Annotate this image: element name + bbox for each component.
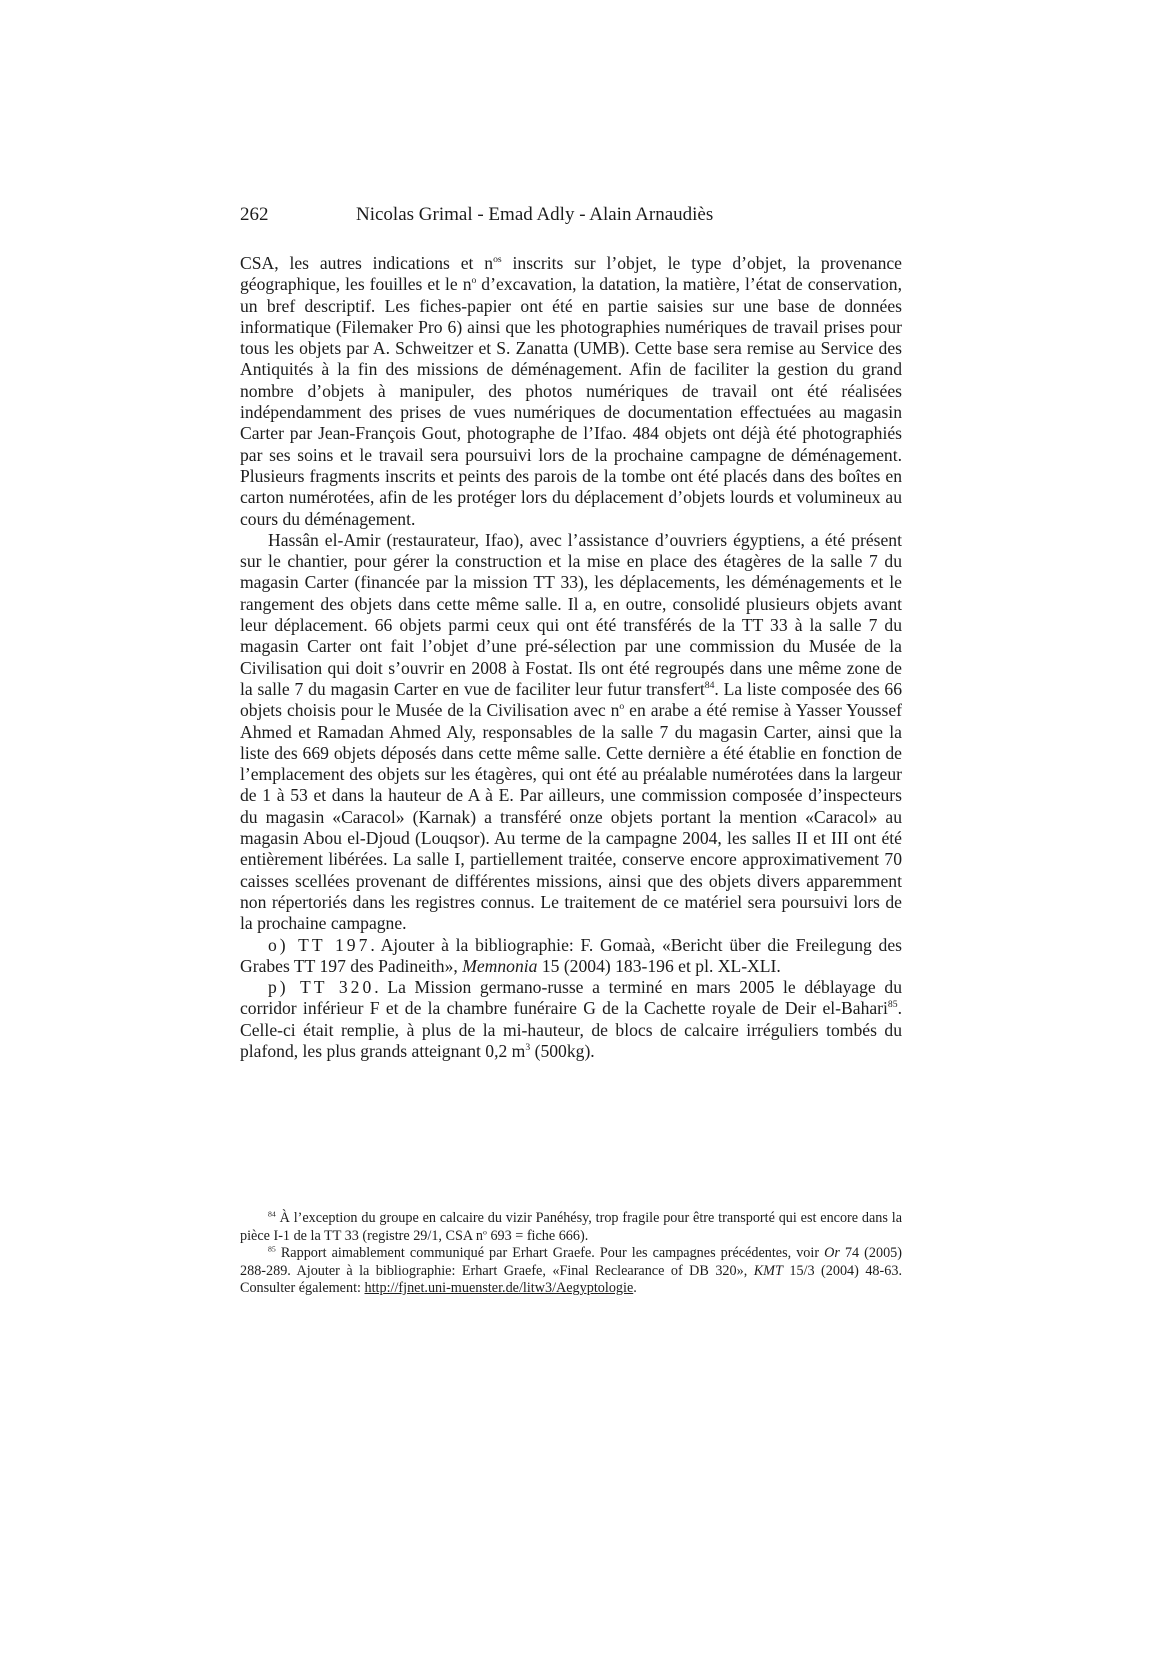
paragraph — [240, 253, 902, 530]
reference-link[interactable]: http://fjnet.uni-muenster.de/litw3/Aegyptologie — [364, 1280, 634, 1297]
text-run: 15 (2004) 183-196 et pl. XL-XLI. — [537, 955, 781, 976]
footnote-84 — [240, 1210, 902, 1245]
text-run: 693 = fiche 666). — [486, 1227, 589, 1244]
section-label: o) TT 197 — [268, 934, 371, 955]
paragraph — [240, 530, 902, 935]
text-run: À l’exception du groupe en calcaire du vizir Panéhésy, trop fragile pour être transporté qui est encore dans la pièce I-1 de la TT 33 (registre 29/1, CSA n — [240, 1210, 902, 1244]
text-run: . — [633, 1280, 637, 1297]
text-run: inscrits sur l’objet, le type d’objet, la provenance géographique, les fouilles et le n — [240, 253, 902, 295]
text-run: en arabe a été remise à Yasser Youssef Ahmed et Ramadan Ahmed Aly, responsables de la salle 7 du magasin Carter, ainsi que la liste des 669 objets déposés dans cette même salle. Cette dernière a été établie en fonction de l’emplacement des objets sur les étagères, qui ont été au préalable numérotées dans la largeur de 1 à 53 et dans la hauteur de A à E. Par ailleurs, une commission composée d’inspecteurs du magasin «Caracol» (Karnak) a transféré onze objets portant la mention «Caracol» au magasin Abou el-Djoud (Louqsor). Au terme de la campagne 2004, les salles II et III ont été entièrement libérées. La salle I, partiellement traitée, conserve encore approximativement 70 caisses scellées provenant de différentes missions, ainsi que des objets divers apparemment non répertoriés dans les registres connus. Le traitement de ce matériel sera poursuivi lors de la prochaine campagne. — [240, 700, 902, 934]
footnote-number: 85 — [268, 1244, 276, 1254]
footnote-85 — [240, 1245, 902, 1298]
text-run: d’excavation, la datation, la matière, l’état de conservation, un bref descriptif. Les fiches-papier ont été en partie saisies sur une base de données informatique (Filemaker Pro 6) ainsi que les photographies numériques de travail prises pour tous les objets par A. Schweitzer et S. Zanatta (UMB). Cette base sera remise au Service des Antiquités à la fin des missions de déménagement. Afin de faciliter la gestion du grand nombre d’objets à manipuler, des photos numériques de travail ont été réalisées indépendamment des prises de vues numériques de documentation effectuées au magasin Carter par Jean-François Gout, photographe de l’Ifao. 484 objets ont déjà été photographiés par ses soins et le travail sera poursuivi lors de la prochaine campagne de déménagement. Plusieurs fragments inscrits et peints des parois de la tombe ont été placés dans des boîtes en carton numérotées, afin de les protéger lors du déplacement d’objets lourds et volumineux au cours du déménagement. — [240, 274, 902, 529]
text-run: 74 (2005) 288-289. Ajouter à la bibliographie: Erhart Graefe, «Final Reclearance of DB 320», — [240, 1245, 903, 1279]
paragraph — [240, 935, 902, 978]
superscript: o — [619, 701, 625, 713]
text-run: . La liste composée des 66 objets choisis pour le Musée de la Civilisation avec n — [240, 678, 902, 721]
superscript: o — [482, 1226, 487, 1236]
footnote-ref-85[interactable]: 85 — [887, 999, 898, 1011]
text-run: . Celle-ci était remplie, à plus de la mi-hauteur, de blocs de calcaire irréguliers tombés du plafond, les plus grands atteignant 0,2 m — [240, 998, 902, 1061]
text-run: Rapport aimablement communiqué par Erhart Graefe. Pour les campagnes précédentes, voir — [275, 1245, 825, 1262]
superscript: 3 — [525, 1042, 531, 1054]
journal-title: KMT — [753, 1262, 783, 1279]
text-run: (500kg). — [530, 1040, 595, 1061]
text-run: . La Mission germano-russe a terminé en mars 2005 le déblayage du corridor inférieur F et de la chambre funéraire G de la Cachette royale de Deir el-Bahari — [240, 977, 902, 1019]
superscript: o — [471, 275, 477, 287]
superscript: os — [493, 254, 502, 266]
section-label: p) TT 320 — [268, 977, 375, 998]
journal-title: Or — [824, 1245, 840, 1262]
footnote-number: 84 — [268, 1209, 276, 1219]
footnote-ref-84[interactable]: 84 — [704, 680, 715, 692]
paragraph — [240, 977, 902, 1062]
text-run: 15/3 (2004) 48-63. Consulter également: — [240, 1262, 902, 1297]
body-text — [240, 253, 902, 1062]
text-run: . Ajouter à la bibliographie: F. Gomaà, «Bericht über die Freilegung des Grabes TT 197 des Padineith», — [240, 934, 902, 976]
text-run: Hassân el-Amir (restaurateur, Ifao), avec l’assistance d’ouvriers égyptiens, a été présent sur le chantier, pour gérer la construction et la mise en place des étagères de la salle 7 du magasin Carter (financée par la mission TT 33), les déplacements, les déménagements et le rangement des objets dans cette même salle. Il a, en outre, consolidé plusieurs objets avant leur déplacement. 66 objets parmi ceux qui ont été transférés de la TT 33 à la salle 7 du magasin Carter ont fait l’objet d’une pré-sélection par une commission du Musée de la Civilisation qui doit s’ouvrir en 2008 à Fostat. Ils ont été regroupés dans une même zone de la salle 7 du magasin Carter en vue de faciliter leur futur transfert — [240, 529, 902, 699]
page-number: 262 — [240, 204, 269, 225]
journal-title: Memnonia — [462, 955, 538, 976]
footnotes — [240, 1210, 902, 1298]
running-head: Nicolas Grimal - Emad Adly - Alain Arnaudiès — [356, 204, 714, 225]
text-run: CSA, les autres indications et n — [240, 253, 494, 273]
